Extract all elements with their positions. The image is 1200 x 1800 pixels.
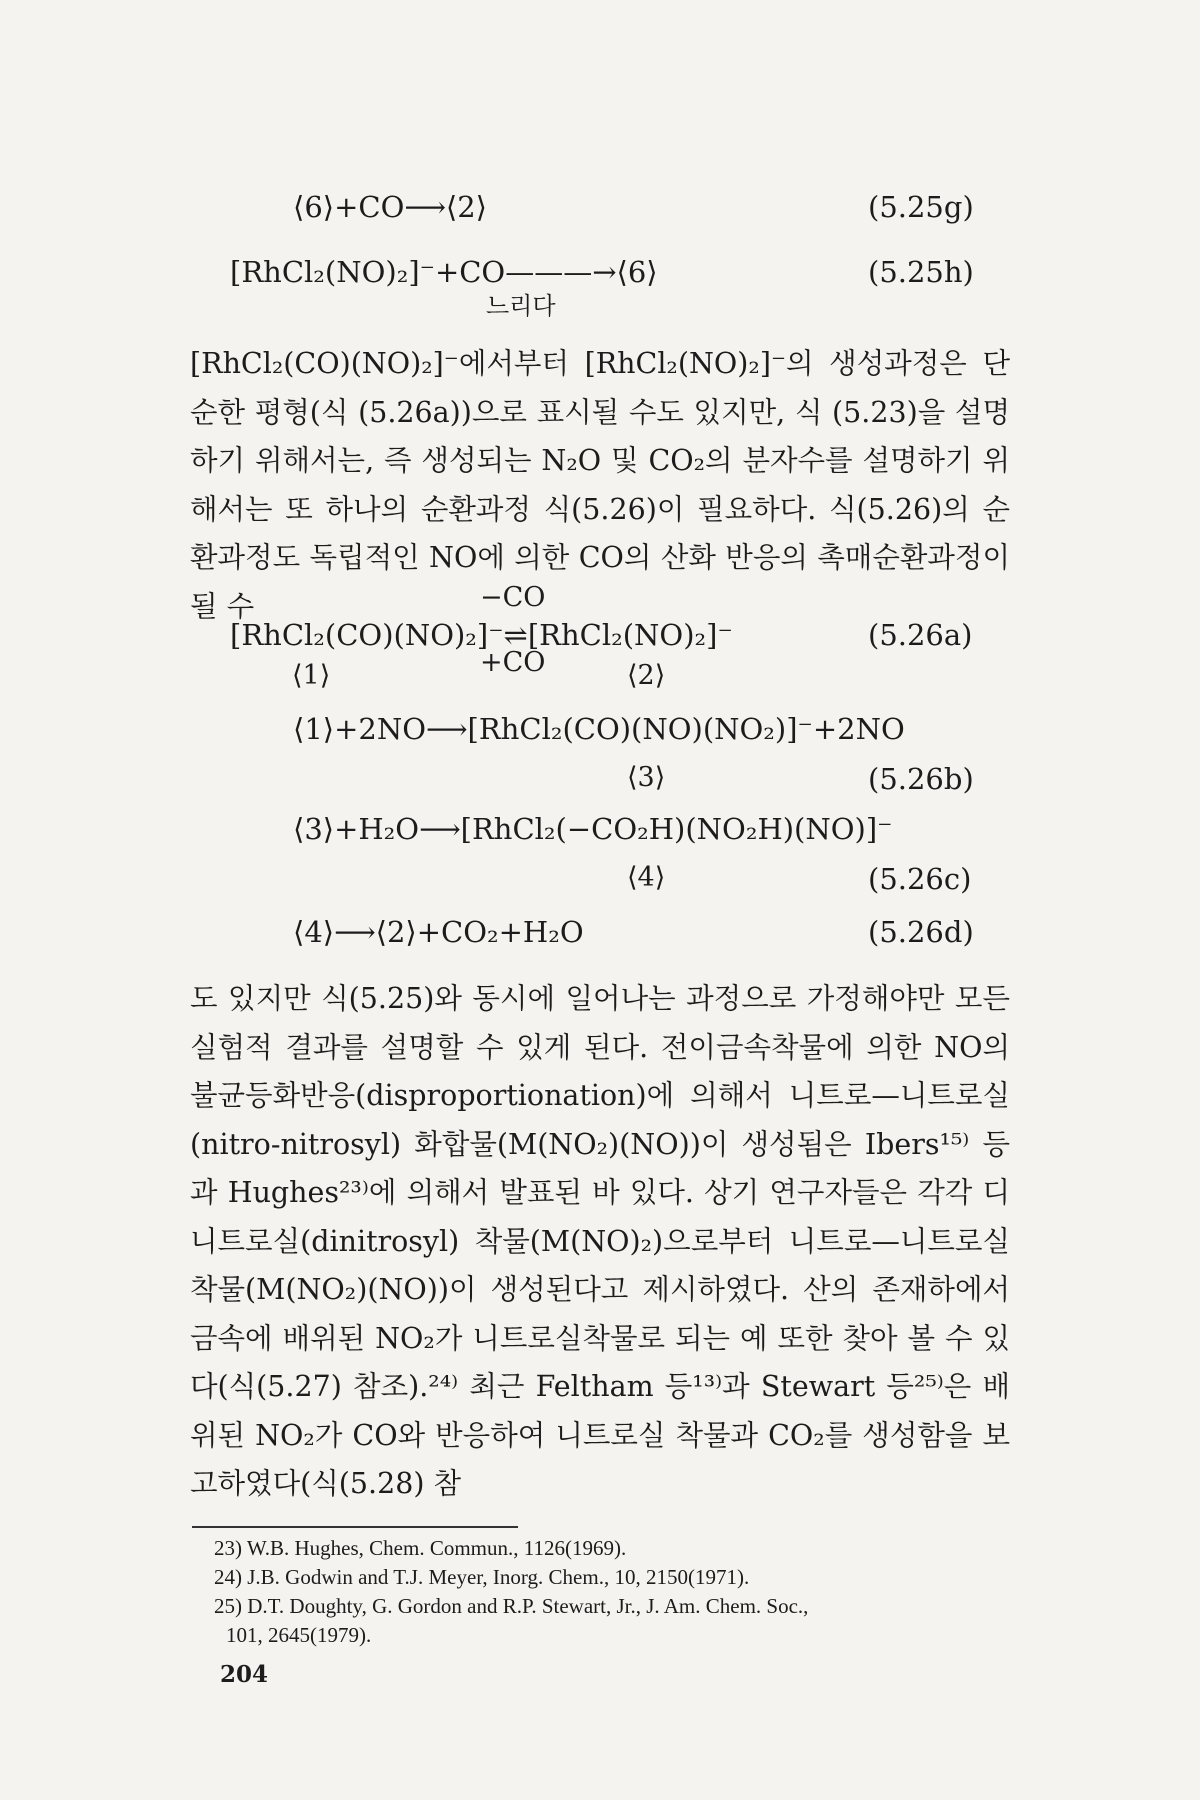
- compound-label-1: ⟨1⟩: [292, 660, 331, 691]
- equation-number-5-25h: (5.25h): [868, 255, 974, 289]
- equation-number-5-26c: (5.26c): [868, 862, 972, 896]
- footnotes: [214, 1534, 1004, 1650]
- equation-5-25h: [RhCl₂(NO)₂]⁻+CO———→⟨6⟩: [230, 255, 658, 289]
- equation-5-26a-above: −CO: [480, 582, 546, 613]
- equation-number-5-26d: (5.26d): [868, 915, 974, 949]
- compound-label-2: ⟨2⟩: [627, 660, 666, 691]
- equation-5-25g: ⟨6⟩+CO⟶⟨2⟩: [293, 190, 487, 224]
- paragraph-2-text: 도 있지만 식(5.25)와 동시에 일어나는 과정으로 가정해야만 모든 실험적 결과를 설명할 수 있게 된다. 전이금속착물에 의한 NO의 불균등화반응(disproportionation)에 의해서 니트로—니트로실(nitro-nitrosyl) 화합물(M(NO₂)(NO))이 생성됨은 Ibers¹⁵⁾ 등과 Hughes²³⁾에 의해서 발표된 바 있다. 상기 연구자들은 각각 디니트로실(dinitrosyl) 착물(M(NO)₂)으로부터 니트로—니트로실 착물(M(NO₂)(NO))이 생성된다고 제시하였다. 산의 존재하에서 금속에 배위된 NO₂가 니트로실착물로 되는 예 또한 찾아 볼 수 있다(식(5.27) 참조).²⁴⁾ 최근 Feltham 등¹³⁾과 Stewart 등²⁵⁾은 배위된 NO₂가 CO와 반응하여 니트로실 착물과 CO₂를 생성함을 보고하였다(식(5.28) 참: [190, 982, 1010, 1500]
- paragraph-1-text: [RhCl₂(CO)(NO)₂]⁻에서부터 [RhCl₂(NO)₂]⁻의 생성과정은 단순한 평형(식 (5.26a))으로 표시될 수도 있지만, 식 (5.23)을 설명하기 위해서는, 즉 생성되는 N₂O 및 CO₂의 분자수를 설명하기 위해서는 또 하나의 순환과정 식(5.26)이 필요하다. 식(5.26)의 순환과정도 독립적인 NO에 의한 CO의 산화 반응의 촉매순환과정이 될 수: [190, 347, 1010, 623]
- equation-5-26d: ⟨4⟩⟶⟨2⟩+CO₂+H₂O: [293, 915, 584, 949]
- equation-5-26c: ⟨3⟩+H₂O⟶[RhCl₂(−CO₂H)(NO₂H)(NO)]⁻: [293, 812, 893, 846]
- footnote-rule: [192, 1526, 518, 1528]
- footnote-24: 24) J.B. Godwin and T.J. Meyer, Inorg. Chem., 10, 2150(1971).: [214, 1565, 750, 1589]
- equation-number-5-26b: (5.26b): [868, 762, 974, 796]
- footnote-25: 25) D.T. Doughty, G. Gordon and R.P. Stewart, Jr., J. Am. Chem. Soc.,: [214, 1594, 809, 1618]
- footnote-25-continued: 101, 2645(1979).: [226, 1623, 372, 1647]
- page-number: 204: [220, 1661, 269, 1688]
- compound-label-4: ⟨4⟩: [627, 862, 666, 893]
- equation-5-25h-note: 느리다: [486, 292, 556, 320]
- equation-number-5-25g: (5.25g): [868, 190, 974, 224]
- equation-number-5-26a: (5.26a): [868, 618, 973, 652]
- compound-label-3: ⟨3⟩: [627, 762, 666, 793]
- equation-5-26a-below: +CO: [480, 647, 546, 678]
- equation-5-26b: ⟨1⟩+2NO⟶[RhCl₂(CO)(NO)(NO₂)]⁻+2NO: [293, 712, 905, 746]
- paragraph-1: [190, 340, 1010, 631]
- paragraph-2: [190, 975, 1010, 1509]
- footnote-23: 23) W.B. Hughes, Chem. Commun., 1126(1969).: [214, 1536, 627, 1560]
- equation-5-26a: [RhCl₂(CO)(NO)₂]⁻⇌[RhCl₂(NO)₂]⁻: [230, 618, 733, 652]
